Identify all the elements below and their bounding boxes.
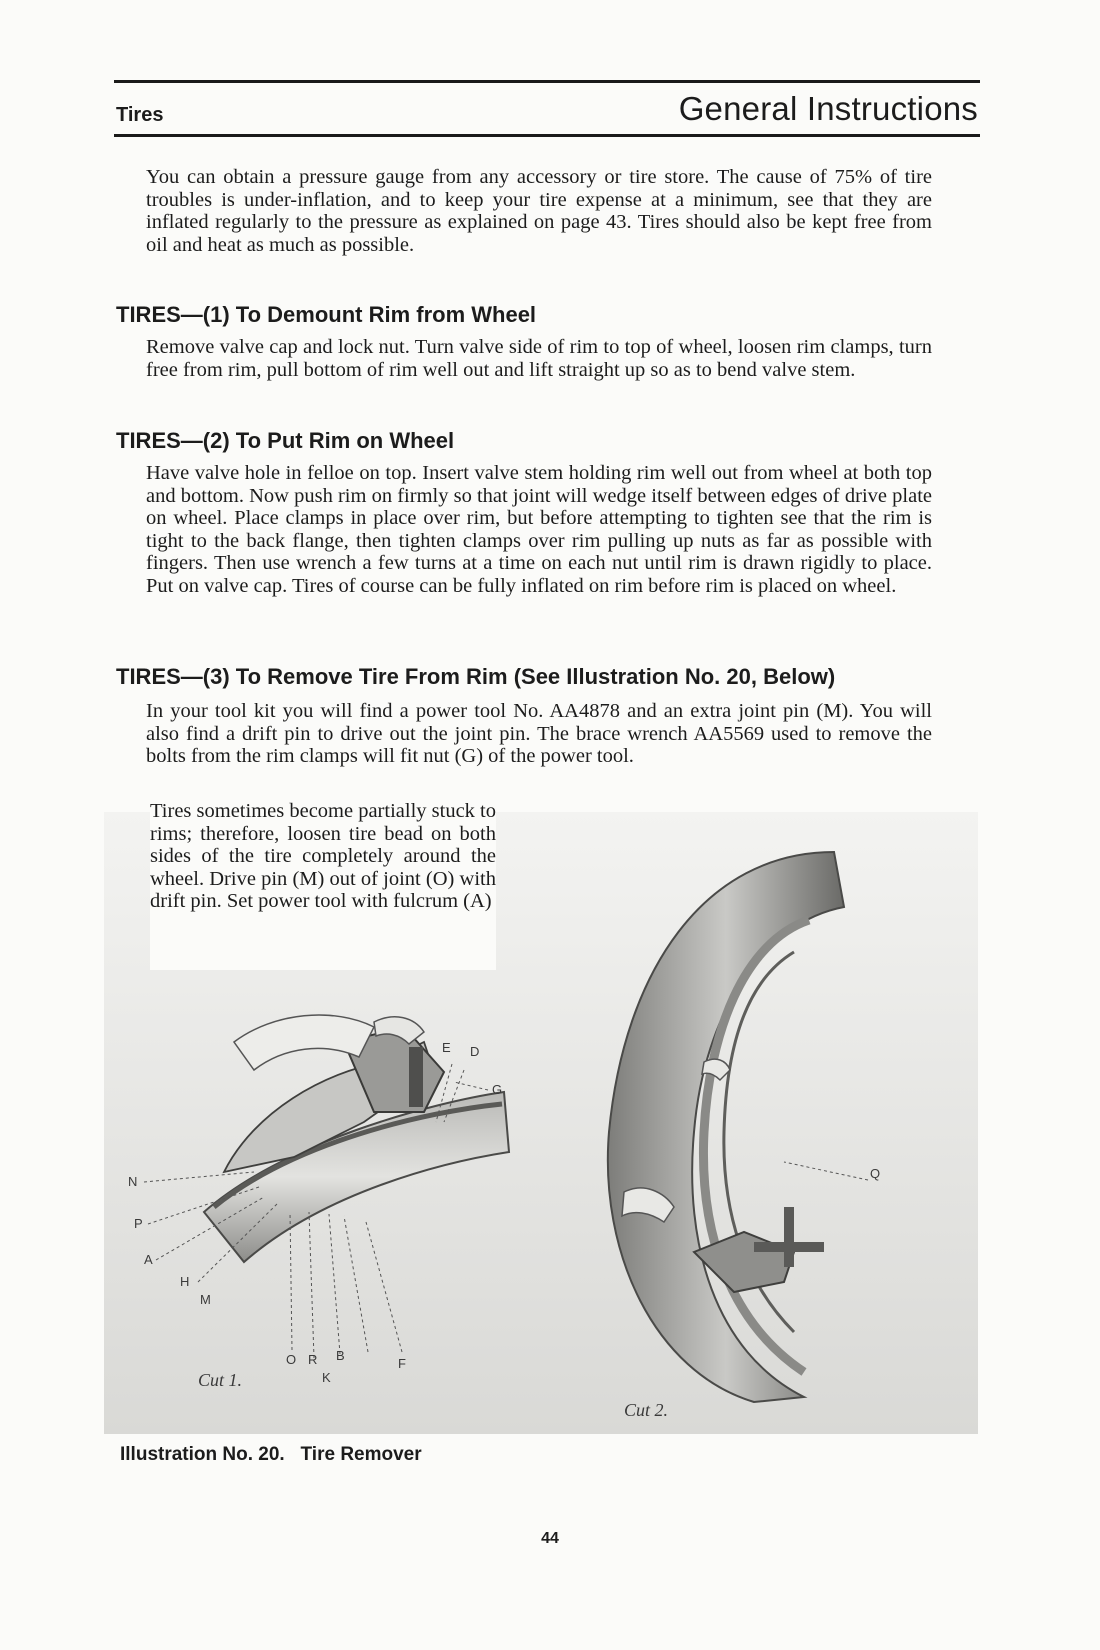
section-heading-put-rim: TIRES—(2) To Put Rim on Wheel xyxy=(116,428,455,453)
part-label-h: H xyxy=(180,1274,190,1289)
part-label-n: N xyxy=(128,1174,138,1189)
part-label-g: G xyxy=(492,1082,503,1097)
page-number: 44 xyxy=(541,1530,559,1547)
caption-number: Illustration No. 20. xyxy=(120,1444,285,1465)
part-label-f: F xyxy=(398,1356,406,1371)
part-label-a: A xyxy=(144,1252,153,1267)
figure-caption xyxy=(120,1444,422,1466)
header-top-rule xyxy=(114,80,980,83)
section-heading-remove-tire: TIRES—(3) To Remove Tire From Rim (See Illustration No. 20, Below) xyxy=(116,664,836,689)
part-label-m: M xyxy=(200,1292,211,1307)
wrap-paragraph: Tires sometimes become partially stuck to rims; therefore, loosen tire bead on both sides of the tire completely around the wheel. Drive pin (M) out of joint (O) with drift pin. Set power tool with fulcrum (A) xyxy=(150,800,496,913)
section-body-demount: Remove valve cap and lock nut. Turn valve side of rim to top of wheel, loosen rim clamps, turn free from rim, pull bottom of rim well out and lift straight up so as to bend valve stem. xyxy=(146,336,932,381)
part-label-d: D xyxy=(470,1044,480,1059)
page-title: General Instructions xyxy=(678,90,978,127)
section-heading-demount: TIRES—(1) To Demount Rim from Wheel xyxy=(116,302,537,327)
caption-title: Tire Remover xyxy=(300,1444,422,1465)
part-label-e: E xyxy=(442,1040,451,1055)
part-label-q: Q xyxy=(870,1166,881,1181)
cut1-label: Cut 1. xyxy=(198,1370,243,1390)
part-label-b: B xyxy=(336,1348,345,1363)
part-label-r: R xyxy=(308,1352,318,1367)
part-label-p: P xyxy=(134,1216,143,1231)
header-bottom-rule xyxy=(114,134,980,137)
section-body-put-rim: Have valve hole in felloe on top. Insert valve stem holding rim well out from wheel at both top and bottom. Now push rim on firmly so that joint will wedge itself between edges of drive plate on wheel. Place clamps in place over rim, but before attempting to tighten see that the rim is tight to the back flange, then tighten clamps over rim pulling up nuts as far as possible with fingers. Then use wrench a few turns at a time on each nut until rim is drawn rigidly to place. Put on valve cap. Tires of course can be fully inflated on rim before rim is placed on wheel. xyxy=(146,462,932,597)
intro-paragraph: You can obtain a pressure gauge from any accessory or tire store. The cause of 75% of tire troubles is under-inflation, and to keep your tire expense at a minimum, see that they are inflated regularly to the pressure as explained on page 43. Tires should also be kept free from oil and heat as much as possible. xyxy=(146,166,932,256)
wrap-text-box xyxy=(150,798,496,970)
part-label-o: O xyxy=(286,1352,297,1367)
part-label-k: K xyxy=(322,1370,331,1385)
section-label: Tires xyxy=(116,104,164,126)
section-body-remove-tire: In your tool kit you will find a power tool No. AA4878 and an extra joint pin (M). You will also find a drift pin to drive out the joint pin. The brace wrench AA5569 used to remove the bolts from the rim clamps will fit nut (G) of the power tool. xyxy=(146,700,932,768)
cut2-label: Cut 2. xyxy=(624,1400,669,1420)
